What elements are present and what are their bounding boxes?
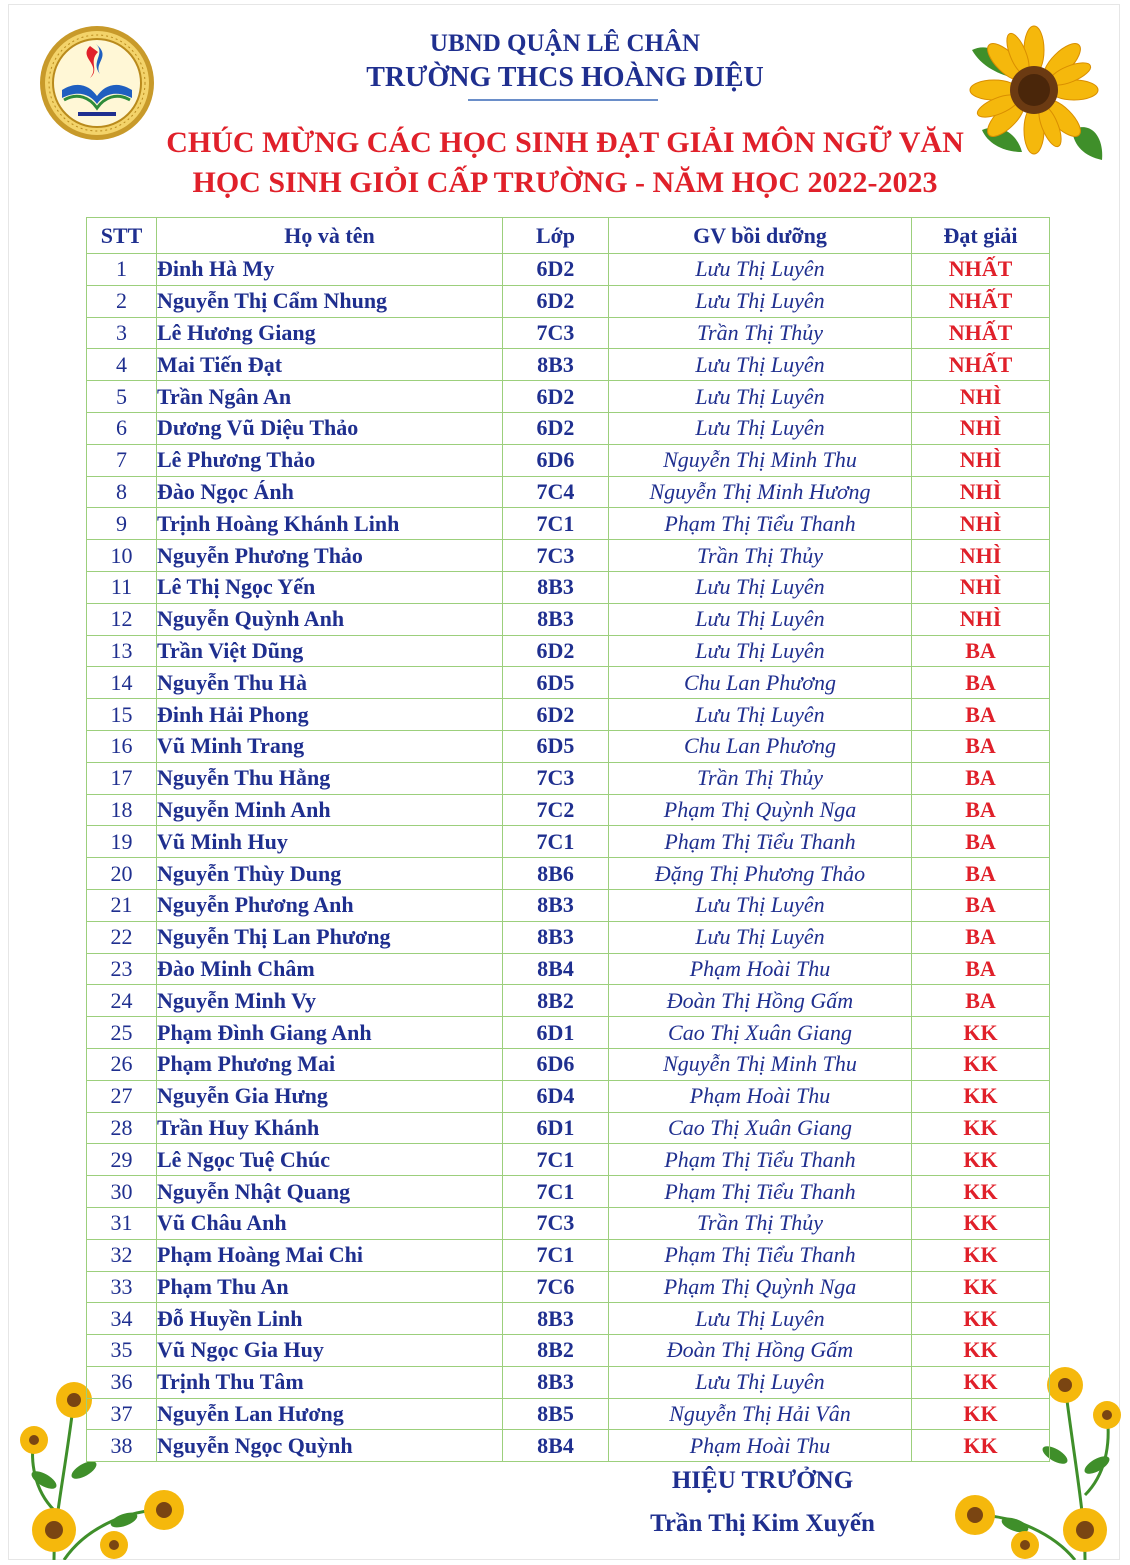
cell-prize: NHÌ [912, 476, 1050, 508]
cell-class: 8B3 [503, 571, 609, 603]
cell-teacher: Trần Thị Thủy [609, 1207, 912, 1239]
cell-class: 6D2 [503, 381, 609, 413]
table-row [87, 762, 1050, 794]
cell-stt: 6 [87, 412, 157, 444]
cell-class: 7C1 [503, 1176, 609, 1208]
cell-student-name: Nguyễn Lan Hương [157, 1398, 503, 1430]
column-header-prize: Đạt giải [912, 218, 1050, 254]
cell-stt: 5 [87, 381, 157, 413]
page-title: CHÚC MỪNG CÁC HỌC SINH ĐẠT GIẢI MÔN NGỮ VĂN [166, 126, 964, 159]
table-row [87, 1271, 1050, 1303]
cell-teacher: Nguyễn Thị Minh Hương [609, 476, 912, 508]
cell-student-name: Nguyễn Thị Cẩm Nhung [157, 285, 503, 317]
table-row [87, 985, 1050, 1017]
cell-prize: KK [912, 1080, 1050, 1112]
cell-stt: 14 [87, 667, 157, 699]
cell-teacher: Lưu Thị Luyên [609, 571, 912, 603]
cell-student-name: Nguyễn Phương Anh [157, 889, 503, 921]
cell-student-name: Đỗ Huyền Linh [157, 1303, 503, 1335]
cell-stt: 8 [87, 476, 157, 508]
cell-teacher: Đặng Thị Phương Thảo [609, 858, 912, 890]
cell-stt: 19 [87, 826, 157, 858]
cell-class: 7C1 [503, 1239, 609, 1271]
cell-student-name: Trần Ngân An [157, 381, 503, 413]
cell-prize: NHÌ [912, 381, 1050, 413]
cell-stt: 16 [87, 730, 157, 762]
cell-student-name: Nguyễn Minh Vy [157, 985, 503, 1017]
cell-prize: KK [912, 1335, 1050, 1367]
table-row [87, 1366, 1050, 1398]
cell-student-name: Dương Vũ Diệu Thảo [157, 412, 503, 444]
cell-prize: BA [912, 858, 1050, 890]
cell-teacher: Trần Thị Thủy [609, 762, 912, 794]
table-row [87, 285, 1050, 317]
cell-class: 6D6 [503, 444, 609, 476]
header-divider [468, 99, 658, 101]
cell-teacher: Cao Thị Xuân Giang [609, 1017, 912, 1049]
cell-class: 6D5 [503, 667, 609, 699]
cell-stt: 3 [87, 317, 157, 349]
table-row [87, 254, 1050, 286]
cell-student-name: Đào Ngọc Ánh [157, 476, 503, 508]
cell-teacher: Phạm Hoài Thu [609, 1430, 912, 1462]
table-row [87, 1398, 1050, 1430]
cell-class: 8B3 [503, 1303, 609, 1335]
cell-student-name: Nguyễn Phương Thảo [157, 540, 503, 572]
cell-prize: BA [912, 699, 1050, 731]
cell-class: 6D6 [503, 1048, 609, 1080]
cell-student-name: Vũ Minh Huy [157, 826, 503, 858]
awards-table [86, 217, 1050, 1462]
cell-student-name: Nguyễn Gia Hưng [157, 1080, 503, 1112]
table-row [87, 889, 1050, 921]
cell-stt: 33 [87, 1271, 157, 1303]
cell-class: 8B2 [503, 985, 609, 1017]
cell-prize: KK [912, 1144, 1050, 1176]
cell-class: 8B3 [503, 921, 609, 953]
cell-student-name: Lê Hương Giang [157, 317, 503, 349]
cell-class: 7C3 [503, 762, 609, 794]
table-row [87, 953, 1050, 985]
header-school: TRƯỜNG THCS HOÀNG DIỆU [366, 62, 764, 93]
table-row [87, 412, 1050, 444]
cell-teacher: Phạm Hoài Thu [609, 953, 912, 985]
cell-prize: KK [912, 1271, 1050, 1303]
cell-student-name: Vũ Châu Anh [157, 1207, 503, 1239]
cell-teacher: Lưu Thị Luyên [609, 1303, 912, 1335]
cell-stt: 20 [87, 858, 157, 890]
cell-class: 6D5 [503, 730, 609, 762]
cell-student-name: Lê Ngọc Tuệ Chúc [157, 1144, 503, 1176]
cell-student-name: Nguyễn Minh Anh [157, 794, 503, 826]
cell-class: 7C1 [503, 1144, 609, 1176]
cell-student-name: Trịnh Hoàng Khánh Linh [157, 508, 503, 540]
cell-stt: 32 [87, 1239, 157, 1271]
cell-prize: BA [912, 985, 1050, 1017]
cell-student-name: Vũ Minh Trang [157, 730, 503, 762]
cell-stt: 11 [87, 571, 157, 603]
cell-stt: 36 [87, 1366, 157, 1398]
cell-teacher: Phạm Thị Tiểu Thanh [609, 1239, 912, 1271]
cell-prize: BA [912, 889, 1050, 921]
cell-teacher: Phạm Thị Tiểu Thanh [609, 826, 912, 858]
cell-stt: 26 [87, 1048, 157, 1080]
cell-class: 6D2 [503, 635, 609, 667]
cell-class: 8B6 [503, 858, 609, 890]
cell-student-name: Phạm Thu An [157, 1271, 503, 1303]
cell-stt: 23 [87, 953, 157, 985]
cell-class: 8B3 [503, 889, 609, 921]
table-row [87, 1144, 1050, 1176]
cell-teacher: Chu Lan Phương [609, 730, 912, 762]
cell-teacher: Lưu Thị Luyên [609, 381, 912, 413]
cell-teacher: Phạm Hoài Thu [609, 1080, 912, 1112]
cell-prize: KK [912, 1176, 1050, 1208]
table-row [87, 540, 1050, 572]
cell-student-name: Mai Tiến Đạt [157, 349, 503, 381]
cell-class: 7C3 [503, 317, 609, 349]
cell-student-name: Trần Việt Dũng [157, 635, 503, 667]
cell-prize: KK [912, 1112, 1050, 1144]
cell-class: 6D4 [503, 1080, 609, 1112]
cell-class: 8B3 [503, 603, 609, 635]
cell-class: 6D1 [503, 1017, 609, 1049]
cell-student-name: Lê Phương Thảo [157, 444, 503, 476]
cell-student-name: Nguyễn Thị Lan Phương [157, 921, 503, 953]
table-row [87, 444, 1050, 476]
cell-prize: KK [912, 1048, 1050, 1080]
cell-student-name: Vũ Ngọc Gia Huy [157, 1335, 503, 1367]
cell-teacher: Phạm Thị Tiểu Thanh [609, 1176, 912, 1208]
table-row [87, 826, 1050, 858]
cell-prize: KK [912, 1239, 1050, 1271]
column-header-teacher: GV bồi dưỡng [609, 218, 912, 254]
cell-class: 6D2 [503, 699, 609, 731]
table-row [87, 635, 1050, 667]
cell-stt: 7 [87, 444, 157, 476]
cell-teacher: Lưu Thị Luyên [609, 921, 912, 953]
table-row [87, 921, 1050, 953]
cell-prize: BA [912, 921, 1050, 953]
cell-teacher: Lưu Thị Luyên [609, 699, 912, 731]
cell-class: 7C3 [503, 1207, 609, 1239]
cell-stt: 13 [87, 635, 157, 667]
cell-class: 6D1 [503, 1112, 609, 1144]
cell-student-name: Trịnh Thu Tâm [157, 1366, 503, 1398]
cell-prize: NHẤT [912, 317, 1050, 349]
cell-student-name: Phạm Đình Giang Anh [157, 1017, 503, 1049]
table-row [87, 1048, 1050, 1080]
cell-prize: BA [912, 667, 1050, 699]
principal-name: Trần Thị Kim Xuyến [650, 1510, 875, 1537]
table-row [87, 508, 1050, 540]
table-row [87, 1335, 1050, 1367]
cell-stt: 29 [87, 1144, 157, 1176]
cell-prize: KK [912, 1017, 1050, 1049]
column-header-class: Lớp [503, 218, 609, 254]
cell-class: 6D2 [503, 285, 609, 317]
cell-prize: NHÌ [912, 444, 1050, 476]
cell-stt: 9 [87, 508, 157, 540]
cell-stt: 27 [87, 1080, 157, 1112]
cell-class: 6D2 [503, 254, 609, 286]
cell-teacher: Lưu Thị Luyên [609, 1366, 912, 1398]
table-row [87, 1207, 1050, 1239]
cell-stt: 1 [87, 254, 157, 286]
cell-prize: KK [912, 1303, 1050, 1335]
cell-stt: 37 [87, 1398, 157, 1430]
cell-class: 8B5 [503, 1398, 609, 1430]
cell-stt: 22 [87, 921, 157, 953]
awards-table-body [87, 254, 1050, 1462]
cell-class: 8B3 [503, 1366, 609, 1398]
cell-student-name: Nguyễn Thu Hằng [157, 762, 503, 794]
cell-prize: KK [912, 1366, 1050, 1398]
cell-prize: KK [912, 1398, 1050, 1430]
cell-teacher: Nguyễn Thị Minh Thu [609, 444, 912, 476]
cell-prize: NHẤT [912, 285, 1050, 317]
cell-stt: 31 [87, 1207, 157, 1239]
cell-teacher: Phạm Thị Tiểu Thanh [609, 508, 912, 540]
table-header-row [87, 218, 1050, 254]
cell-prize: NHÌ [912, 571, 1050, 603]
cell-student-name: Đinh Hải Phong [157, 699, 503, 731]
cell-class: 8B4 [503, 953, 609, 985]
cell-student-name: Nguyễn Quỳnh Anh [157, 603, 503, 635]
cell-student-name: Đào Minh Châm [157, 953, 503, 985]
cell-teacher: Trần Thị Thủy [609, 317, 912, 349]
cell-prize: KK [912, 1430, 1050, 1462]
cell-class: 7C1 [503, 508, 609, 540]
table-row [87, 349, 1050, 381]
column-header-stt: STT [87, 218, 157, 254]
cell-class: 6D2 [503, 412, 609, 444]
cell-class: 8B4 [503, 1430, 609, 1462]
cell-stt: 25 [87, 1017, 157, 1049]
cell-prize: NHÌ [912, 508, 1050, 540]
cell-student-name: Đinh Hà My [157, 254, 503, 286]
cell-stt: 30 [87, 1176, 157, 1208]
table-row [87, 858, 1050, 890]
table-row [87, 381, 1050, 413]
cell-class: 7C4 [503, 476, 609, 508]
header-org: UBND QUẬN LÊ CHÂN [429, 30, 701, 57]
cell-teacher: Phạm Thị Quỳnh Nga [609, 794, 912, 826]
cell-student-name: Phạm Hoàng Mai Chi [157, 1239, 503, 1271]
table-row [87, 1017, 1050, 1049]
cell-class: 7C1 [503, 826, 609, 858]
cell-teacher: Lưu Thị Luyên [609, 349, 912, 381]
cell-teacher: Chu Lan Phương [609, 667, 912, 699]
page-subtitle: HỌC SINH GIỎI CẤP TRƯỜNG - NĂM HỌC 2022-2023 [192, 166, 938, 199]
cell-teacher: Phạm Thị Quỳnh Nga [609, 1271, 912, 1303]
cell-teacher: Lưu Thị Luyên [609, 254, 912, 286]
cell-stt: 17 [87, 762, 157, 794]
cell-teacher: Nguyễn Thị Minh Thu [609, 1048, 912, 1080]
cell-class: 8B3 [503, 349, 609, 381]
principal-title: HIỆU TRƯỞNG [671, 1467, 854, 1494]
table-row [87, 317, 1050, 349]
table-row [87, 730, 1050, 762]
cell-prize: NHÌ [912, 412, 1050, 444]
cell-student-name: Nguyễn Thùy Dung [157, 858, 503, 890]
cell-stt: 2 [87, 285, 157, 317]
table-row [87, 699, 1050, 731]
cell-prize: NHẤT [912, 254, 1050, 286]
cell-teacher: Đoàn Thị Hồng Gấm [609, 985, 912, 1017]
cell-teacher: Lưu Thị Luyên [609, 635, 912, 667]
cell-student-name: Nguyễn Nhật Quang [157, 1176, 503, 1208]
cell-prize: NHÌ [912, 540, 1050, 572]
cell-prize: BA [912, 635, 1050, 667]
table-row [87, 1080, 1050, 1112]
cell-student-name: Phạm Phương Mai [157, 1048, 503, 1080]
cell-stt: 34 [87, 1303, 157, 1335]
cell-stt: 28 [87, 1112, 157, 1144]
table-row [87, 1303, 1050, 1335]
table-row [87, 1239, 1050, 1271]
cell-stt: 12 [87, 603, 157, 635]
table-row [87, 667, 1050, 699]
column-header-name: Họ và tên [157, 218, 503, 254]
cell-teacher: Lưu Thị Luyên [609, 412, 912, 444]
cell-stt: 18 [87, 794, 157, 826]
cell-prize: BA [912, 730, 1050, 762]
cell-class: 7C6 [503, 1271, 609, 1303]
cell-stt: 21 [87, 889, 157, 921]
cell-prize: BA [912, 826, 1050, 858]
cell-stt: 24 [87, 985, 157, 1017]
cell-prize: BA [912, 794, 1050, 826]
cell-class: 8B2 [503, 1335, 609, 1367]
table-row [87, 476, 1050, 508]
cell-teacher: Đoàn Thị Hồng Gấm [609, 1335, 912, 1367]
cell-prize: BA [912, 762, 1050, 794]
table-row [87, 571, 1050, 603]
cell-student-name: Trần Huy Khánh [157, 1112, 503, 1144]
cell-teacher: Nguyễn Thị Hải Vân [609, 1398, 912, 1430]
cell-student-name: Nguyễn Thu Hà [157, 667, 503, 699]
cell-stt: 10 [87, 540, 157, 572]
cell-teacher: Phạm Thị Tiểu Thanh [609, 1144, 912, 1176]
cell-teacher: Lưu Thị Luyên [609, 603, 912, 635]
cell-prize: BA [912, 953, 1050, 985]
cell-prize: NHẤT [912, 349, 1050, 381]
cell-teacher: Cao Thị Xuân Giang [609, 1112, 912, 1144]
cell-prize: KK [912, 1207, 1050, 1239]
cell-stt: 35 [87, 1335, 157, 1367]
cell-teacher: Lưu Thị Luyên [609, 285, 912, 317]
cell-stt: 4 [87, 349, 157, 381]
table-row [87, 794, 1050, 826]
table-row [87, 1112, 1050, 1144]
cell-student-name: Lê Thị Ngọc Yến [157, 571, 503, 603]
cell-teacher: Lưu Thị Luyên [609, 889, 912, 921]
cell-student-name: Nguyễn Ngọc Quỳnh [157, 1430, 503, 1462]
table-row [87, 1176, 1050, 1208]
cell-prize: NHÌ [912, 603, 1050, 635]
cell-stt: 15 [87, 699, 157, 731]
cell-teacher: Trần Thị Thủy [609, 540, 912, 572]
table-row [87, 1430, 1050, 1462]
cell-stt: 38 [87, 1430, 157, 1462]
cell-class: 7C3 [503, 540, 609, 572]
table-row [87, 603, 1050, 635]
cell-class: 7C2 [503, 794, 609, 826]
